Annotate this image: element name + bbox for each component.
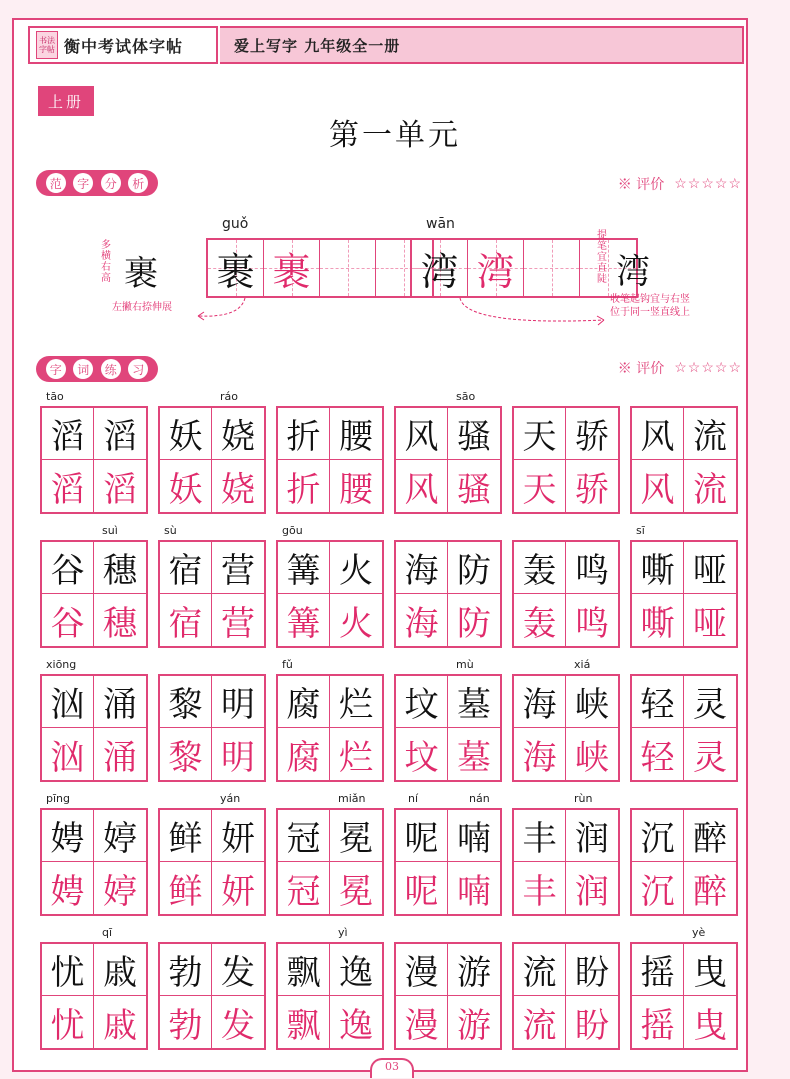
model-char: 娆: [212, 408, 264, 460]
word-box: [276, 808, 384, 916]
trace-char: 防: [457, 603, 491, 644]
rating-label: ※ 评价: [617, 361, 665, 377]
model-char: 哑: [684, 542, 736, 594]
pinyin-label: yán: [220, 792, 241, 805]
model-char: 妖: [160, 408, 212, 460]
model-char: 穗: [94, 542, 146, 594]
model-char: 汹: [42, 676, 94, 728]
word-box: [276, 942, 384, 1050]
demo-pinyin-right: wān: [426, 216, 455, 232]
model-char: 呢: [396, 810, 448, 862]
model-char: 流: [514, 944, 566, 996]
model-char: 忧: [42, 944, 94, 996]
model-char: 峡: [566, 676, 618, 728]
rating-stars[interactable]: ☆☆☆☆☆: [674, 360, 742, 376]
trace-char: 忧: [42, 996, 94, 1048]
model-char: 防: [448, 542, 500, 594]
model-char: 折: [278, 408, 330, 460]
trace-char: 游: [457, 1005, 491, 1046]
model-char: 娉: [42, 810, 94, 862]
trace-char: 坟: [396, 728, 448, 780]
model-char: 冠: [278, 810, 330, 862]
trace-char: 轻: [632, 728, 684, 780]
practice-row: [40, 390, 740, 510]
practice-row: [40, 524, 740, 644]
trace-char: 折: [278, 460, 330, 512]
demo-cell: 湾: [412, 240, 468, 296]
demo-pinyin-left: guǒ: [222, 216, 249, 232]
word-box: [394, 942, 502, 1050]
model-char: 醉: [684, 810, 736, 862]
note-side-left: 多横右高: [101, 240, 111, 284]
model-char: 喃: [448, 810, 500, 862]
trace-char: 腐: [278, 728, 330, 780]
word-box: [512, 406, 620, 514]
word-box: [40, 942, 148, 1050]
trace-char: 逸: [339, 1005, 373, 1046]
section-tag-practice: [36, 356, 158, 382]
pinyin-label: mù: [456, 658, 474, 671]
trace-char: 谷: [42, 594, 94, 646]
section-tag-char: 习: [128, 359, 148, 379]
trace-char: 火: [339, 603, 373, 644]
word-box: [394, 406, 502, 514]
trace-char: 滔: [42, 460, 94, 512]
logo-text: 书法: [39, 36, 55, 45]
arrow-right-icon: [456, 296, 612, 332]
model-char: 黎: [160, 676, 212, 728]
trace-char: 喃: [457, 871, 491, 912]
trace-char: 腰: [339, 469, 373, 510]
word-box: [40, 406, 148, 514]
trace-char: 哑: [693, 603, 727, 644]
model-char: 润: [566, 810, 618, 862]
note-side-right: 提笔宜直陡: [597, 230, 607, 285]
word-box: [276, 674, 384, 782]
trace-char: 戚: [103, 1005, 137, 1046]
model-char: 鲜: [160, 810, 212, 862]
trace-char: 飘: [278, 996, 330, 1048]
demo-cell: 湾: [468, 240, 524, 296]
trace-char: 妍: [221, 871, 255, 912]
trace-char: 篝: [278, 594, 330, 646]
trace-char: 骚: [457, 469, 491, 510]
trace-char: 穗: [103, 603, 137, 644]
trace-char: 醉: [693, 871, 727, 912]
logo-text: 字帖: [39, 45, 55, 54]
trace-char: 明: [221, 737, 255, 778]
model-char: 丰: [514, 810, 566, 862]
section-tag-char: 字: [46, 359, 66, 379]
model-char: 飘: [278, 944, 330, 996]
trace-char: 勃: [160, 996, 212, 1048]
trace-char: 宿: [160, 594, 212, 646]
header-title: 衡中考试体字帖: [64, 36, 184, 56]
section-tag-char: 范: [46, 173, 66, 193]
model-char: 明: [212, 676, 264, 728]
model-char: 烂: [330, 676, 382, 728]
model-char: 勃: [160, 944, 212, 996]
volume-tag: 上册: [38, 86, 94, 116]
demo-char-large-right: 湾: [616, 252, 650, 292]
demo-cell-empty: [524, 240, 580, 296]
note-bottom-right-1: 收笔起钩宜与右竖: [610, 294, 690, 305]
model-char: 轰: [514, 542, 566, 594]
rating-label: ※ 评价: [617, 177, 665, 193]
model-char: 谷: [42, 542, 94, 594]
trace-char: 骄: [575, 469, 609, 510]
model-char: 曳: [684, 944, 736, 996]
model-char: 腰: [330, 408, 382, 460]
model-char: 腐: [278, 676, 330, 728]
word-box: [40, 808, 148, 916]
model-char: 盼: [566, 944, 618, 996]
note-bottom-right-2: 位于同一竖直线上: [610, 307, 690, 318]
page-number: 03: [370, 1058, 414, 1078]
model-char: 滔: [94, 408, 146, 460]
pinyin-label: yì: [338, 926, 348, 939]
model-char: 逸: [330, 944, 382, 996]
word-box: [512, 942, 620, 1050]
word-box: [394, 540, 502, 648]
word-box: [512, 540, 620, 648]
trace-char: 灵: [693, 737, 727, 778]
trace-char: 流: [693, 469, 727, 510]
note-bottom-left: 左撇右捺伸展: [112, 302, 172, 313]
pinyin-label: fǔ: [282, 658, 293, 671]
model-char: 嘶: [632, 542, 684, 594]
logo: [36, 31, 58, 59]
word-box: [630, 406, 738, 514]
trace-char: 娉: [42, 862, 94, 914]
trace-char: 摇: [632, 996, 684, 1048]
trace-char: 流: [514, 996, 566, 1048]
practice-row: [40, 926, 740, 1046]
word-box: [40, 540, 148, 648]
trace-char: 黎: [160, 728, 212, 780]
trace-char: 曳: [693, 1005, 727, 1046]
trace-char: 丰: [514, 862, 566, 914]
trace-char: 沉: [632, 862, 684, 914]
trace-char: 海: [396, 594, 448, 646]
pinyin-label: suì: [102, 524, 118, 537]
word-box: [512, 674, 620, 782]
header-title-block: [28, 26, 218, 64]
trace-char: 滔: [103, 469, 137, 510]
word-box: [158, 674, 266, 782]
section-tag-char: 析: [128, 173, 148, 193]
pinyin-label: pīng: [46, 792, 70, 805]
model-char: 游: [448, 944, 500, 996]
word-box: [158, 942, 266, 1050]
section-tag-analysis: [36, 170, 158, 196]
pinyin-label: xiōng: [46, 658, 77, 671]
pinyin-label: miǎn: [338, 792, 366, 805]
trace-char: 风: [396, 460, 448, 512]
trace-char: 鸣: [575, 603, 609, 644]
trace-char: 烂: [339, 737, 373, 778]
rating-stars[interactable]: ☆☆☆☆☆: [674, 176, 742, 192]
trace-char: 发: [221, 1005, 255, 1046]
word-box: [40, 674, 148, 782]
header-subtitle-bar: [220, 26, 744, 64]
word-box: [394, 674, 502, 782]
trace-char: 鲜: [160, 862, 212, 914]
model-char: 天: [514, 408, 566, 460]
trace-char: 呢: [396, 862, 448, 914]
pinyin-label: qī: [102, 926, 113, 939]
model-char: 发: [212, 944, 264, 996]
word-box: [630, 808, 738, 916]
model-char: 轻: [632, 676, 684, 728]
trace-char: 墓: [457, 737, 491, 778]
practice-row: [40, 658, 740, 778]
model-char: 海: [396, 542, 448, 594]
model-char: 涌: [94, 676, 146, 728]
pinyin-label: xiá: [574, 658, 591, 671]
word-box: [512, 808, 620, 916]
demo-cell: 裹: [208, 240, 264, 296]
model-char: 戚: [94, 944, 146, 996]
model-char: 妍: [212, 810, 264, 862]
trace-char: 海: [514, 728, 566, 780]
model-char: 鸣: [566, 542, 618, 594]
section-tag-char: 分: [101, 173, 121, 193]
model-char: 坟: [396, 676, 448, 728]
model-char: 流: [684, 408, 736, 460]
pinyin-label: yè: [692, 926, 706, 939]
model-char: 滔: [42, 408, 94, 460]
section-tag-char: 练: [101, 359, 121, 379]
model-char: 骄: [566, 408, 618, 460]
trace-char: 营: [221, 603, 255, 644]
trace-char: 涌: [103, 737, 137, 778]
trace-char: 漫: [396, 996, 448, 1048]
trace-char: 风: [632, 460, 684, 512]
model-char: 海: [514, 676, 566, 728]
pinyin-label: sāo: [456, 390, 476, 403]
model-char: 篝: [278, 542, 330, 594]
model-char: 摇: [632, 944, 684, 996]
word-box: [394, 808, 502, 916]
trace-char: 妖: [160, 460, 212, 512]
trace-char: 峡: [575, 737, 609, 778]
demo-grid-left: [206, 238, 434, 298]
trace-char: 盼: [575, 1005, 609, 1046]
practice-row: [40, 792, 740, 912]
demo-char-large-left: 裹: [124, 254, 158, 294]
model-char: 漫: [396, 944, 448, 996]
word-box: [158, 540, 266, 648]
word-box: [158, 406, 266, 514]
pinyin-label: ní nán: [408, 792, 490, 805]
word-box: [276, 540, 384, 648]
trace-char: 冕: [339, 871, 373, 912]
trace-char: 嘶: [632, 594, 684, 646]
section-tag-char: 字: [73, 173, 93, 193]
demo-cell-empty: [320, 240, 376, 296]
trace-char: 润: [575, 871, 609, 912]
model-char: 沉: [632, 810, 684, 862]
trace-char: 娆: [221, 469, 255, 510]
word-box: [276, 406, 384, 514]
section-tag-char: 词: [73, 359, 93, 379]
word-box: [630, 942, 738, 1050]
rating-analysis: [618, 174, 742, 194]
model-char: 营: [212, 542, 264, 594]
demo-cell: 裹: [264, 240, 320, 296]
model-char: 灵: [684, 676, 736, 728]
pinyin-label: sù: [164, 524, 177, 537]
trace-char: 汹: [42, 728, 94, 780]
arrow-left-icon: [190, 296, 250, 322]
word-box: [158, 808, 266, 916]
model-char: 冕: [330, 810, 382, 862]
pinyin-label: sī: [636, 524, 645, 537]
word-box: [630, 540, 738, 648]
header-subtitle: 爱上写字 九年级全一册: [234, 36, 401, 55]
pinyin-label: ráo: [220, 390, 238, 403]
model-char: 风: [396, 408, 448, 460]
trace-char: 轰: [514, 594, 566, 646]
rating-practice: [618, 358, 742, 378]
model-char: 风: [632, 408, 684, 460]
pinyin-label: gōu: [282, 524, 303, 537]
trace-char: 婷: [103, 871, 137, 912]
model-char: 婷: [94, 810, 146, 862]
trace-char: 天: [514, 460, 566, 512]
trace-char: 冠: [278, 862, 330, 914]
unit-title: 第一单元: [329, 118, 461, 153]
word-box: [630, 674, 738, 782]
model-char: 墓: [448, 676, 500, 728]
pinyin-label: tāo: [46, 390, 64, 403]
model-char: 火: [330, 542, 382, 594]
model-char: 宿: [160, 542, 212, 594]
model-char: 骚: [448, 408, 500, 460]
pinyin-label: rùn: [574, 792, 593, 805]
